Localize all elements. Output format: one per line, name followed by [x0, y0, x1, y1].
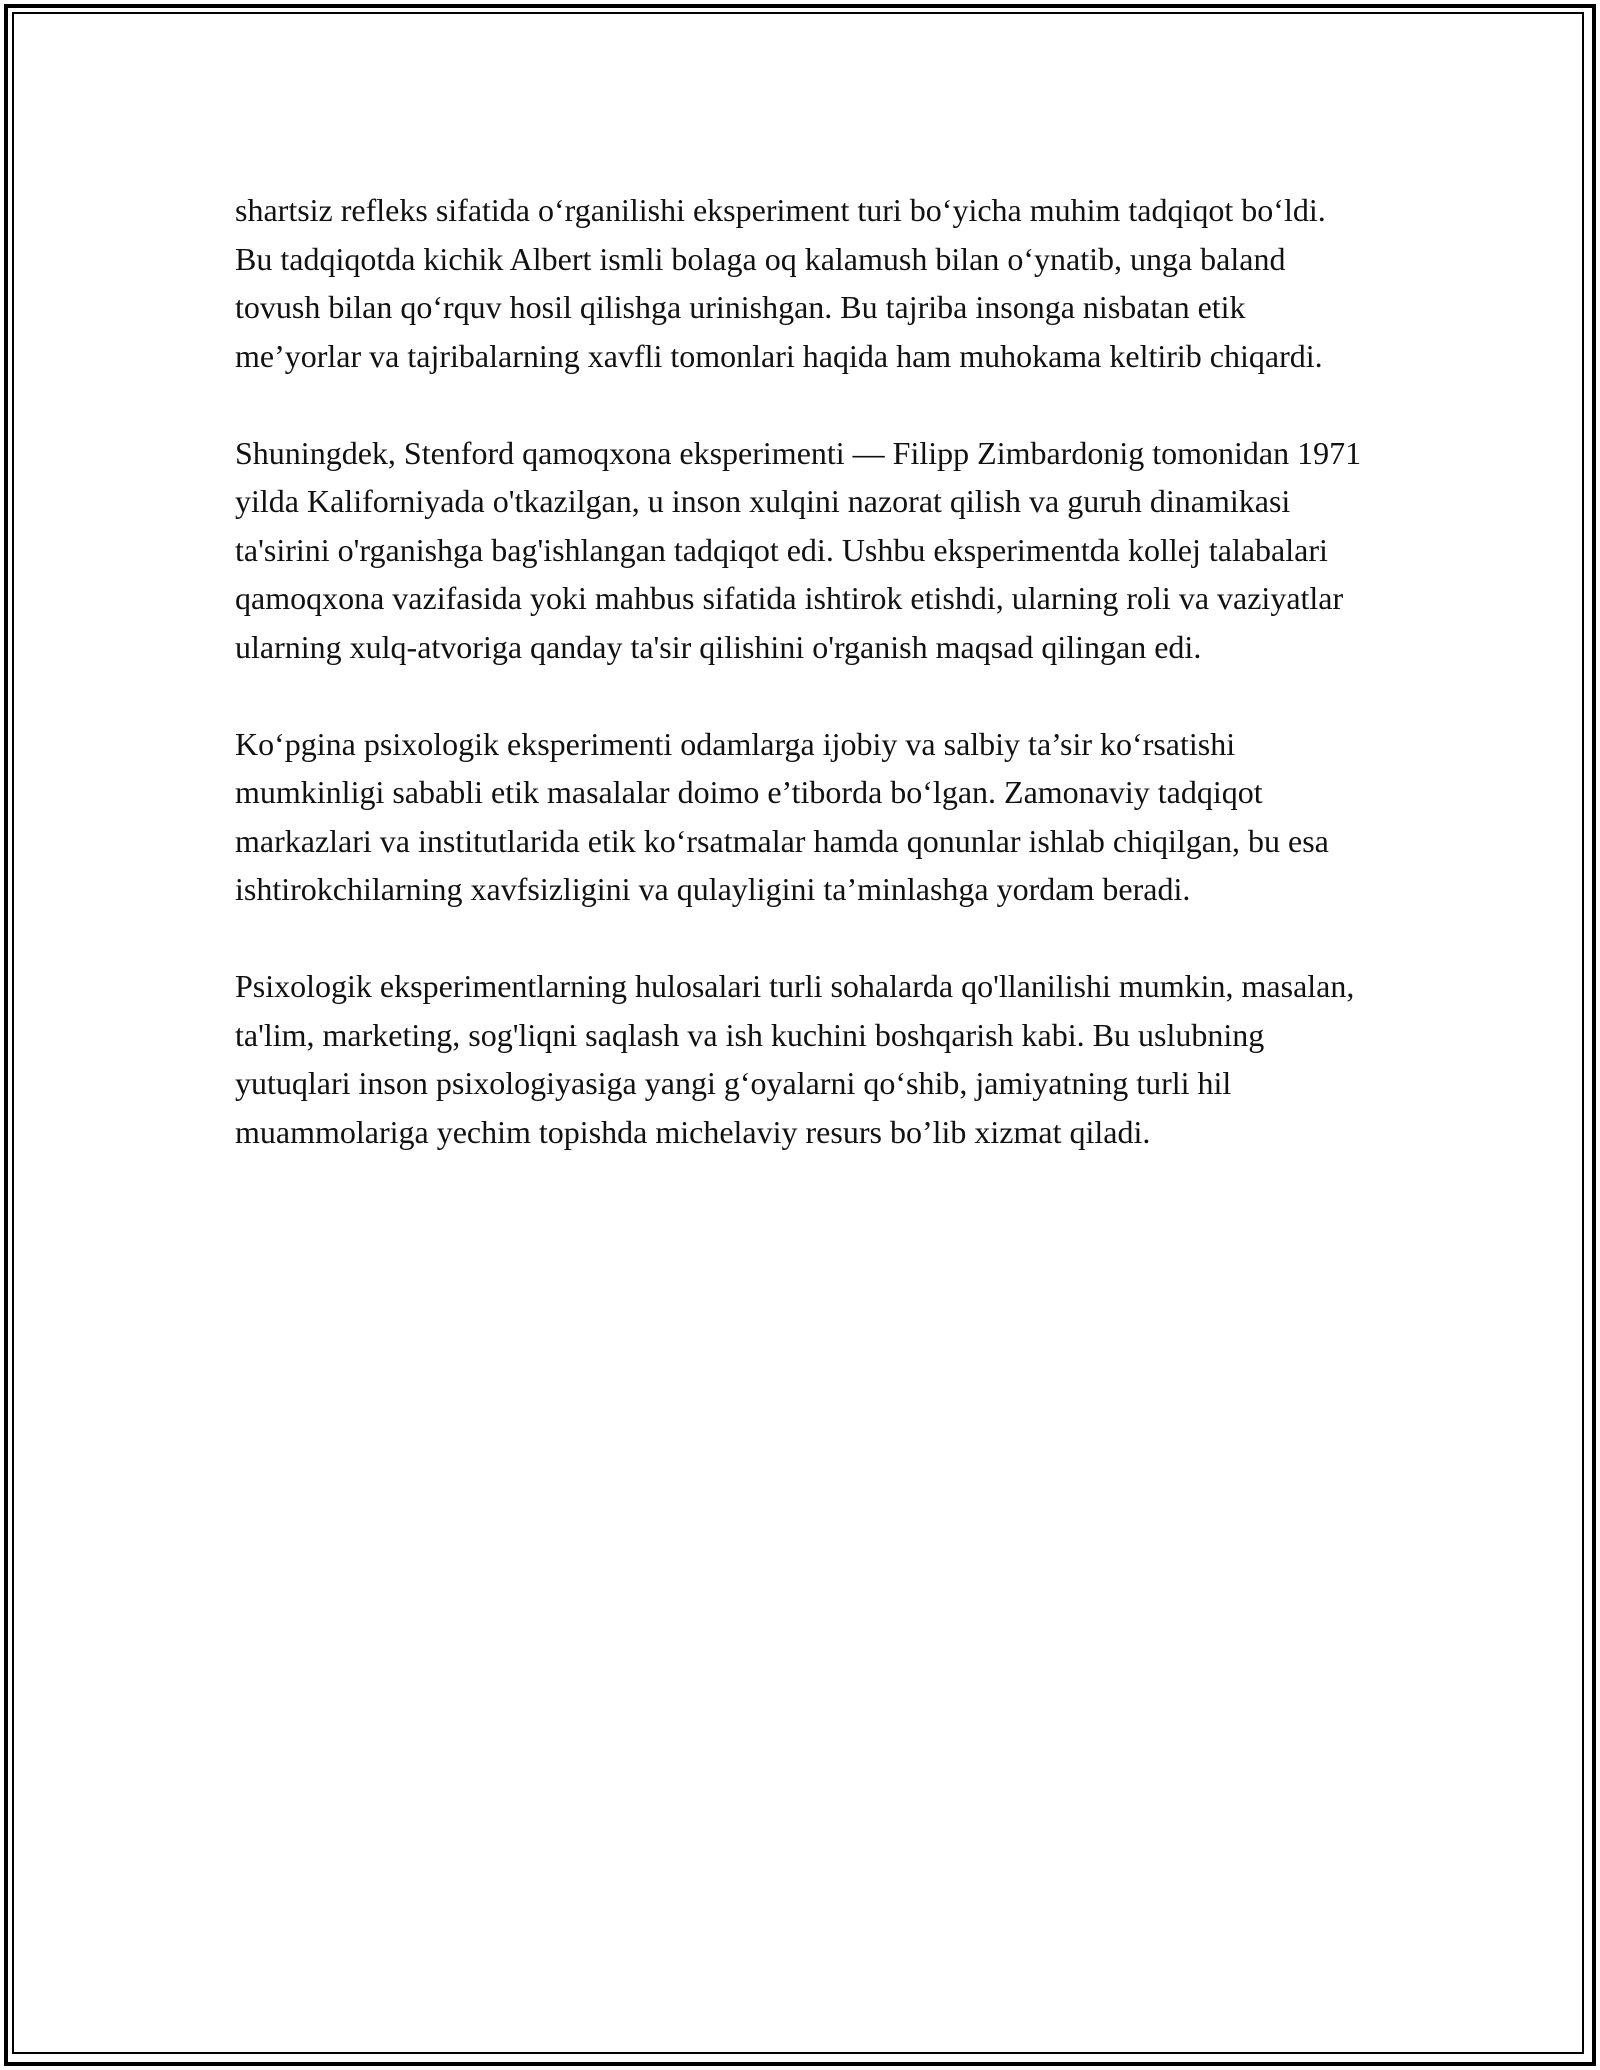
paragraph-2: Shuningdek, Stenford qamoqxona eksperimenti — Filipp Zimbardonig tomonidan 1971 yilda Kaliforniyada o'tkazilgan, u inson xulqini nazorat qilish va guruh dinamikasi ta'sirini o'rganishga bag'ishlangan tadqiqot edi. Ushbu eksperimentda kollej talabalari qamoqxona vazifasida yoki mahbus sifatida ishtirok etishdi, ularning roli va vaziyatlar ularning xulq-atvoriga qanday ta'sir qilishini o'rganish maqsad qilingan edi. [235, 434, 1362, 665]
paragraph-3: Ko‘pgina psixologik eksperimenti odamlarga ijobiy va salbiy ta’sir ko‘rsatishi mumkinligi sababli etik masalalar doimo e’tiborda bo‘lgan. Zamonaviy tadqiqot markazlari va institutlarida etik ko‘rsatmalar hamda qonunlar ishlab chiqilgan, bu esa ishtirokchilarning xavfsizligini va qulayligini ta’minlashga yordam beradi. [235, 725, 1329, 907]
paragraph-1: shartsiz refleks sifatida o‘rganilishi eksperiment turi bo‘yicha muhim tadqiqot bo‘ldi. Bu tadqiqotda kichik Albert ismli bolaga oq kalamush bilan o‘ynatib, unga baland tovush bilan qo‘rquv hosil qilishga urinishgan. Bu tajriba insonga nisbatan etik me’yorlar va tajribalarning xavfli tomonlari haqida ham muhokama keltirib chiqardi. [235, 192, 1326, 374]
document-body [235, 186, 1365, 1205]
paragraph-4: Psixologik eksperimentlarning hulosalari turli sohalarda qo'llanilishi mumkin, masalan, ta'lim, marketing, sog'liqni saqlash va ish kuchini boshqarish kabi. Bu uslubning yutuqlari inson psixologiyasiga yangi g‘oyalarni qo‘shib, jamiyatning turli hil muammolariga yechim topishda michelaviy resurs bo’lib xizmat qiladi. [235, 968, 1355, 1150]
